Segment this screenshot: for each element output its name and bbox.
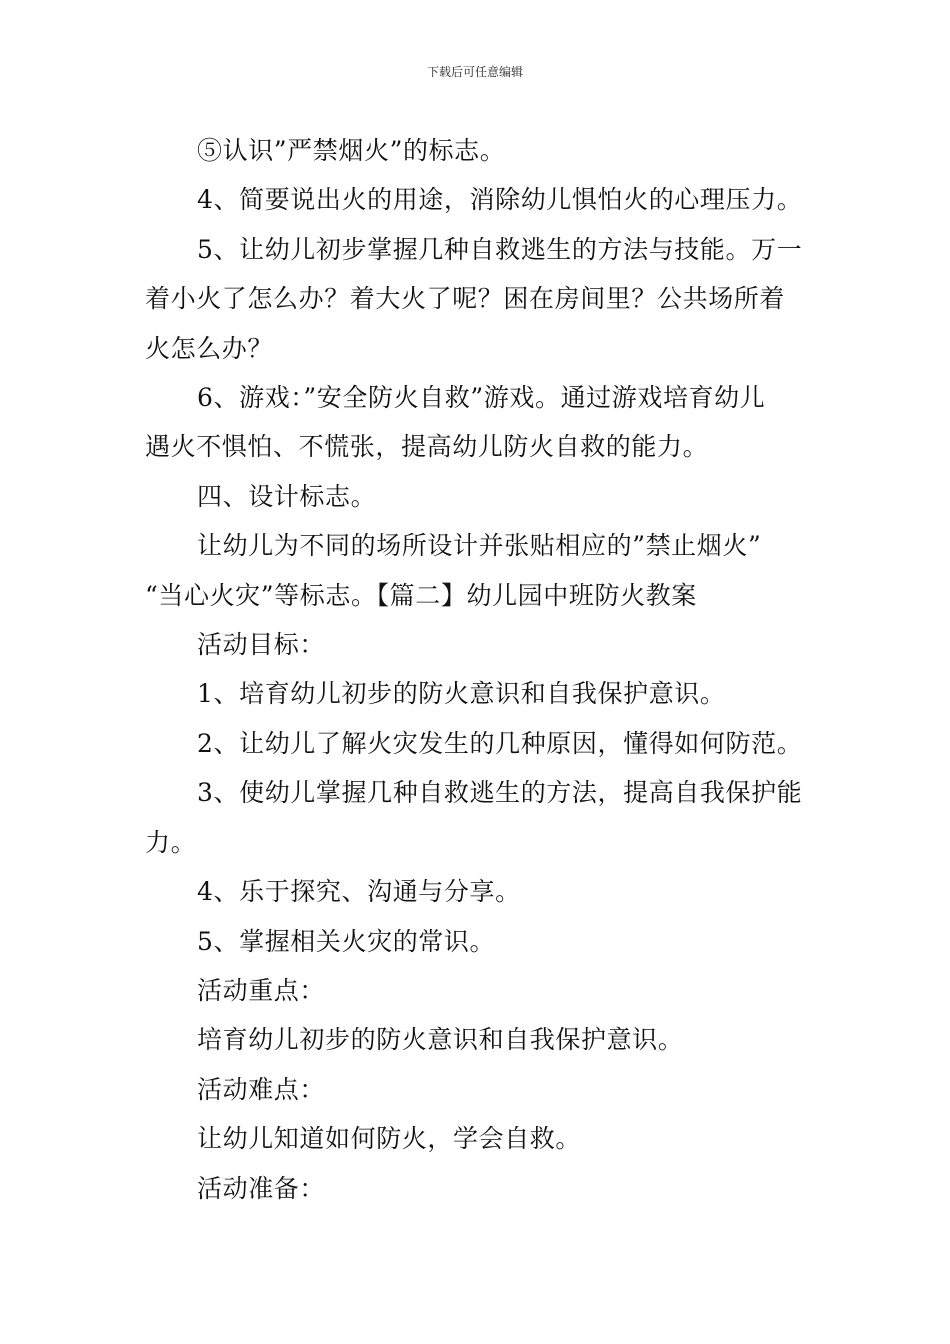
text-line: 遇火不惧怕、不慌张，提高幼儿防火自救的能力。 — [145, 432, 709, 462]
text-line: 4、乐于探究、沟通与分享。 — [197, 877, 521, 907]
text-line: 3、使幼儿掌握几种自救逃生的方法，提高自我保护能 — [197, 778, 803, 808]
page-header: 下载后可任意编辑 — [426, 65, 523, 79]
text-line: 力。 — [145, 827, 197, 857]
text-line: 火怎么办？ — [145, 333, 274, 363]
text-line: 着小火了怎么办？着大火了呢？困在房间里？公共场所着 — [145, 284, 786, 314]
text-line: 活动目标： — [197, 630, 326, 660]
text-line: 四、设计标志。 — [197, 481, 377, 511]
text-line: 4、简要说出火的用途，消除幼儿惧怕火的心理压力。 — [197, 185, 803, 215]
text-line: 5、让幼儿初步掌握几种自救逃生的方法与技能。万一 — [197, 234, 803, 264]
text-line: 让幼儿为不同的场所设计并张贴相应的”禁止烟火” — [197, 531, 762, 561]
text-line: 培育幼儿初步的防火意识和自我保护意识。 — [197, 1025, 684, 1055]
document-body — [145, 126, 810, 1213]
text-line: 6、游戏：”安全防火自救”游戏。通过游戏培育幼儿 — [197, 383, 766, 413]
text-line: 活动准备： — [197, 1173, 326, 1203]
text-line: 让幼儿知道如何防火，学会自救。 — [197, 1124, 582, 1154]
text-line: 活动难点： — [197, 1074, 326, 1104]
text-line: 2、让幼儿了解火灾发生的几种原因，懂得如何防范。 — [197, 728, 803, 758]
text-line: 活动重点： — [197, 975, 326, 1005]
text-line: “当心火灾”等标志。【篇二】幼儿园中班防火教案 — [145, 580, 697, 610]
text-line: 1、培育幼儿初步的防火意识和自我保护意识。 — [197, 679, 726, 709]
text-line: ⑤认识”严禁烟火”的标志。 — [197, 136, 506, 165]
text-line: 5、掌握相关火灾的常识。 — [197, 926, 496, 956]
